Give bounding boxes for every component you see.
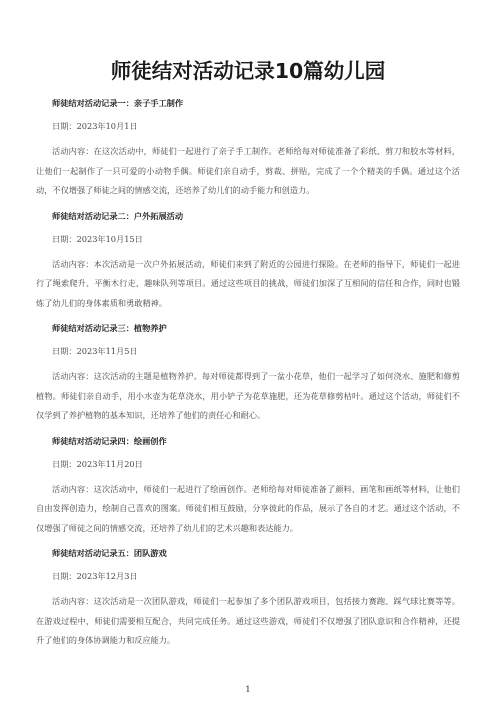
section-spacer xyxy=(36,313,460,322)
section-content: 活动内容：本次活动是一次户外拓展活动，师徒们来到了附近的公园进行探险。在老师的指导下，师徒们一起进行了绳索爬升、平衡木行走、趣味队列等项目。通过这些项目的挑战，师徒们加深了互相间的信任和合作，同时也锻炼了幼儿们的身体素质和勇敢精神。 xyxy=(36,258,460,308)
page-number: 1 xyxy=(245,685,251,695)
section-spacer xyxy=(36,426,460,435)
activity-record-5 xyxy=(36,547,460,651)
activity-record-2 xyxy=(36,210,460,314)
section-spacer xyxy=(36,201,460,210)
title-spacer xyxy=(36,86,460,97)
section-date: 日期：2023年11月5日 xyxy=(52,346,138,356)
section-heading: 师徒结对活动记录四：绘画创作 xyxy=(52,435,167,446)
section-date: 日期：2023年12月3日 xyxy=(52,571,138,581)
section-heading: 师徒结对活动记录三：植物养护 xyxy=(52,323,167,333)
section-date: 日期：2023年11月20日 xyxy=(52,458,143,469)
section-content: 活动内容：这次活动的主题是植物养护。每对师徒都得到了一盆小花草，他们一起学习了如何浇水、施肥和修剪植物。师徒们亲自动手，用小水壶为花草浇水，用小铲子为花草施肥，还为花草修剪枯叶。通过这个活动，师徒们不仅学到了养护植物的基本知识，还培养了他们的责任心和耐心。 xyxy=(36,371,460,420)
section-heading: 师徒结对活动记录一：亲子手工制作 xyxy=(52,98,184,108)
activity-record-3 xyxy=(36,322,460,426)
section-date: 日期：2023年10月15日 xyxy=(52,233,143,244)
activity-record-1 xyxy=(36,97,460,201)
section-date: 日期：2023年10月1日 xyxy=(52,121,138,131)
document-title: 师徒结对活动记录10篇幼儿园 xyxy=(110,59,386,83)
section-spacer xyxy=(36,538,460,547)
section-content: 活动内容：这次活动中，师徒们一起进行了绘画创作。老师给每对师徒准备了颜料、画笔和画纸等材料，让他们自由发挥创造力，绘制自己喜欢的图案。师徒们相互鼓励，分享彼此的作品，展示了各自的才艺。通过这个活动，不仅增强了师徒之间的情感交流，还培养了幼儿们的艺术兴趣和表达能力。 xyxy=(36,483,460,533)
section-heading: 师徒结对活动记录五：团队游戏 xyxy=(52,548,167,558)
section-content: 活动内容：这次活动是一次团队游戏，师徒们一起参加了多个团队游戏项目，包括接力赛跑、踩气球比赛等等。在游戏过程中，师徒们需要相互配合，共同完成任务。通过这些游戏，师徒们不仅增强了团队意识和合作精神，还提升了他们的身体协调能力和反应能力。 xyxy=(36,596,460,645)
section-content: 活动内容：在这次活动中，师徒们一起进行了亲子手工制作。老师给每对师徒准备了彩纸、剪刀和胶水等材料，让他们一起制作了一只可爱的小动物手偶。师徒们亲自动手，剪裁、拼贴，完成了一个个精美的手偶。通过这个活动，不仅增强了师徒之间的情感交流，还培养了幼儿们的动手能力和创造力。 xyxy=(36,146,460,195)
section-heading: 师徒结对活动记录二：户外拓展活动 xyxy=(52,210,184,221)
activity-record-4 xyxy=(36,435,460,539)
